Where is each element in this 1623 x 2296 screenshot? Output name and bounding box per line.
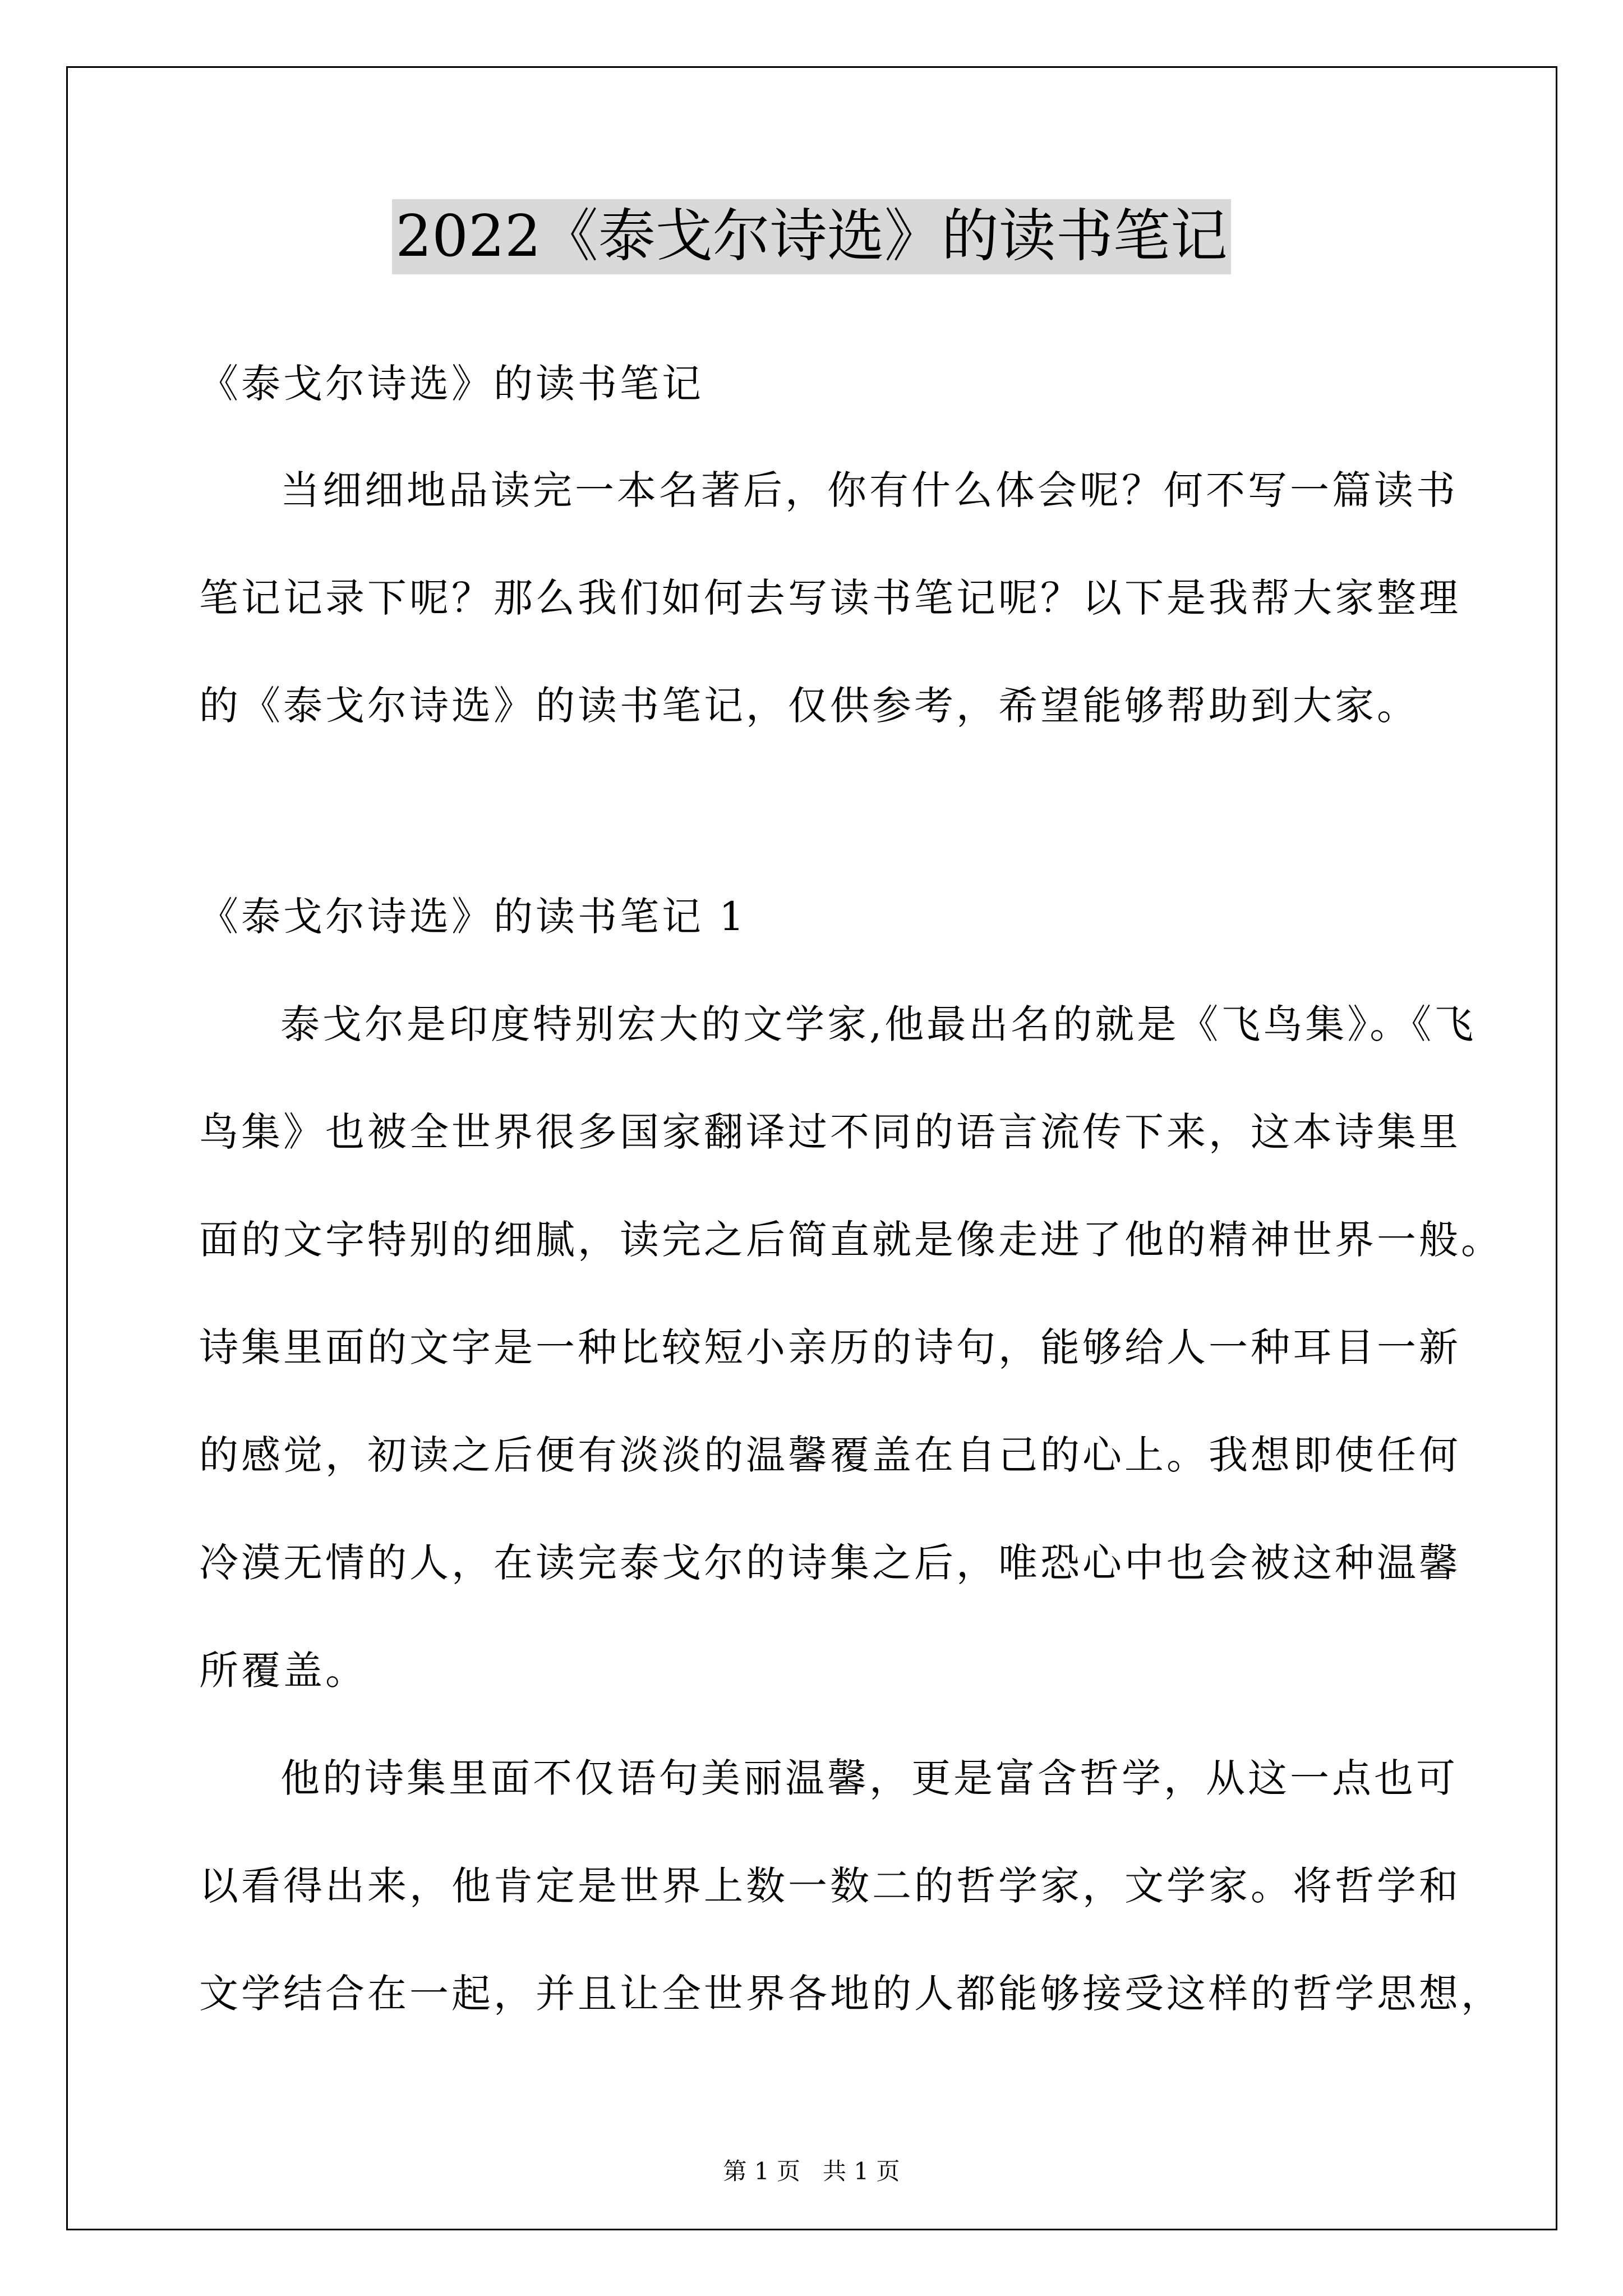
paragraph-line: 面的文字特别的细腻，读完之后简直就是像走进了他的精神世界一般。 (199, 1217, 1503, 1263)
paragraph-line: 以看得出来，他肯定是世界上数一数二的哲学家，文学家。将哲学和 (199, 1863, 1461, 1909)
intro-line: 笔记记录下呢？那么我们如何去写读书笔记呢？以下是我帮大家整理 (199, 575, 1461, 621)
paragraph-line: 鸟集》也被全世界很多国家翻译过不同的语言流传下来，这本诗集里 (199, 1109, 1461, 1155)
paragraph-line: 泰戈尔是印度特别宏大的文学家,他最出名的就是《飞鸟集》。《飞 (280, 1001, 1477, 1047)
paragraph-line: 诗集里面的文字是一种比较短小亲历的诗句，能够给人一种耳目一新 (199, 1324, 1461, 1370)
title-wrap (0, 199, 1623, 274)
section-heading: 《泰戈尔诗选》的读书笔记 1 (199, 894, 747, 940)
paragraph-line: 所覆盖。 (199, 1648, 367, 1694)
document-subtitle: 《泰戈尔诗选》的读书笔记 (199, 361, 704, 407)
paragraph-line: 他的诗集里面不仅语句美丽温馨，更是富含哲学，从这一点也可 (280, 1755, 1458, 1801)
page-footer: 第 1 页 共 1 页 (723, 2157, 900, 2185)
intro-line: 的《泰戈尔诗选》的读书笔记，仅供参考，希望能够帮助到大家。 (199, 683, 1419, 729)
document-title: 2022《泰戈尔诗选》的读书笔记 (392, 199, 1231, 274)
paragraph-line: 的感觉，初读之后便有淡淡的温馨覆盖在自己的心上。我想即使任何 (199, 1432, 1461, 1478)
paragraph-line: 冷漠无情的人，在读完泰戈尔的诗集之后，唯恐心中也会被这种温馨 (199, 1540, 1461, 1586)
intro-line: 当细细地品读完一本名著后，你有什么体会呢？何不写一篇读书 (280, 467, 1458, 513)
paragraph-line: 文学结合在一起，并且让全世界各地的人都能够接受这样的哲学思想， (199, 1971, 1503, 2017)
